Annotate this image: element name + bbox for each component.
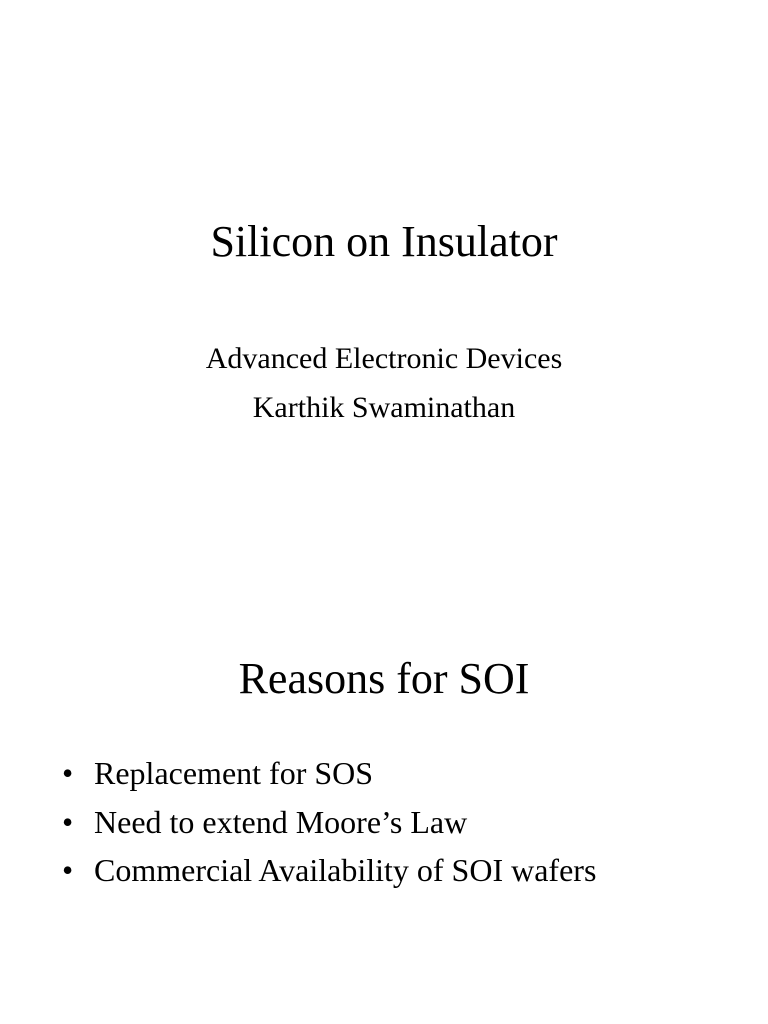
- bullet-text: Need to extend Moore’s Law: [94, 803, 468, 840]
- bullet-text: Commercial Availability of SOI wafers: [94, 852, 597, 888]
- bullet-list: [62, 749, 596, 895]
- subtitle-block: [0, 334, 768, 432]
- bullet-icon: •: [62, 755, 74, 791]
- bullet-text: Replacement for SOS: [94, 755, 374, 791]
- author-name: Karthik Swaminathan: [252, 391, 516, 424]
- slide-title: Reasons for SOI: [238, 654, 530, 703]
- content-slide: [0, 512, 768, 1024]
- slide-title: Silicon on Insulator: [210, 217, 558, 266]
- bullet-icon: •: [62, 803, 74, 840]
- bullet-item: [62, 846, 596, 895]
- bullet-item: [62, 798, 596, 847]
- bullet-item: [62, 749, 596, 798]
- bullet-icon: •: [62, 852, 74, 888]
- course-name: Advanced Electronic Devices: [205, 342, 563, 375]
